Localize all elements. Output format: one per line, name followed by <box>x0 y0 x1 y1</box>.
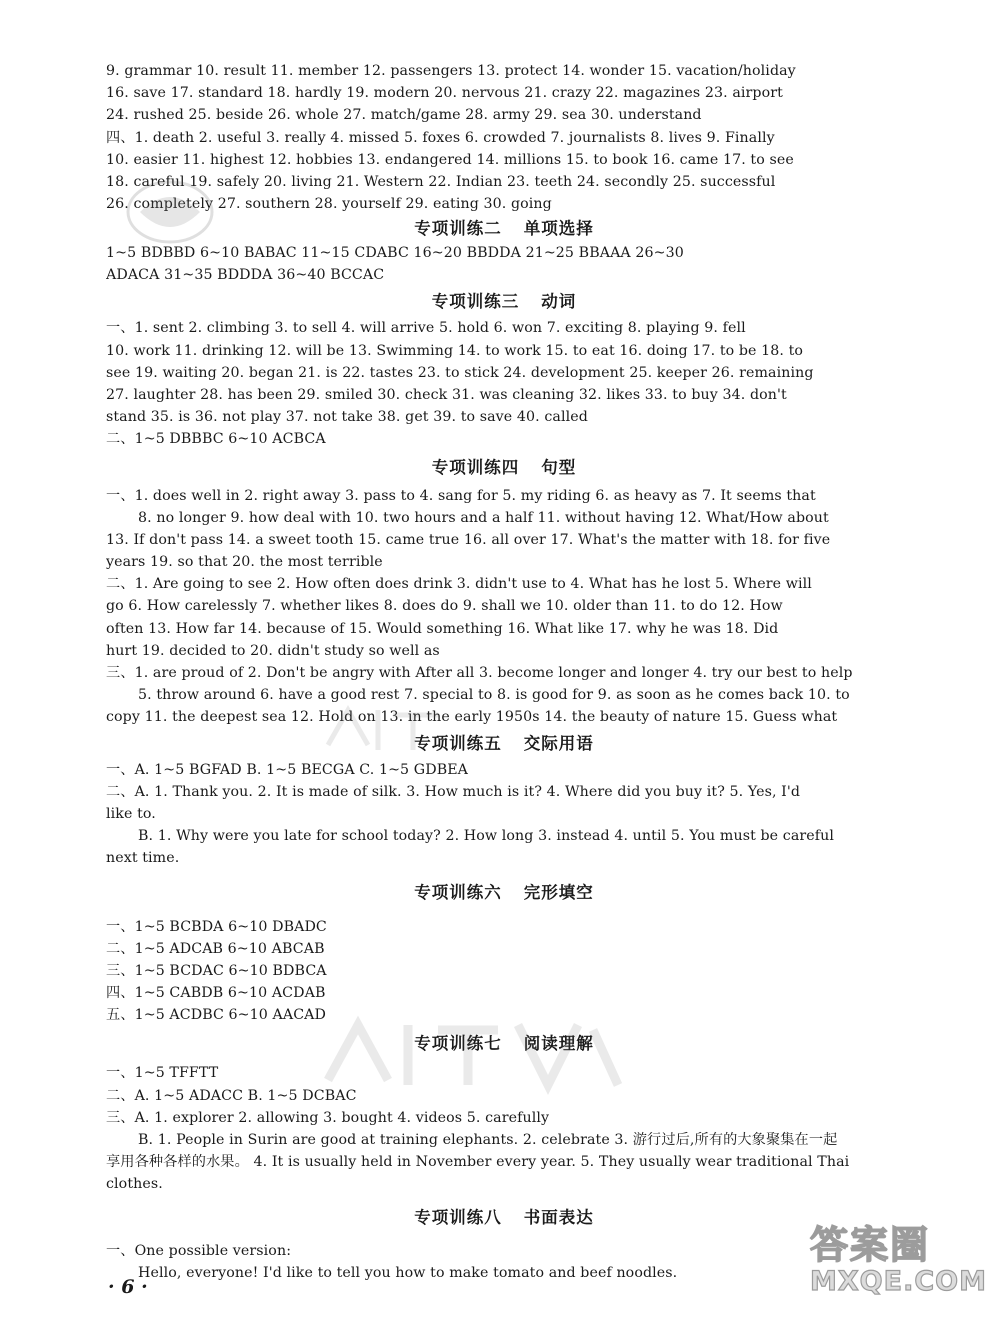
text-line: hurt 19. decided to 20. didn't study so well as <box>106 642 440 659</box>
watermark-stamp-icon <box>110 172 240 272</box>
text-line: 二、A. 1~5 ADACC B. 1~5 DCBAC <box>106 1087 357 1104</box>
text-line: B. 1. People in Surin are good at training elephants. 2. celebrate 3. 游行过后,所有的大象聚集在一起 <box>138 1132 838 1148</box>
heading-title: 专项训练三 <box>431 292 520 312</box>
text-line: see 19. waiting 20. began 21. is 22. tastes 23. to stick 24. development 25. keeper 26. remaining <box>106 364 814 381</box>
text-line: 四、1. death 2. useful 3. really 4. missed 5. foxes 6. crowded 7. journalists 8. lives 9. Finally <box>106 129 775 146</box>
text-line: 一、1~5 TFFTT <box>106 1065 219 1082</box>
text-line: Hello, everyone! I'd like to tell you how to make tomato and beef noodles. <box>138 1264 678 1281</box>
text-line: 五、1~5 ACDBC 6~10 AACAD <box>106 1007 327 1024</box>
text-line: clothes. <box>106 1176 163 1193</box>
text-line: 9. grammar 10. result 11. member 12. passengers 13. protect 14. wonder 15. vacation/holiday <box>106 63 796 79</box>
heading-topic: 句型 <box>541 457 577 477</box>
watermark-icon <box>308 1010 628 1100</box>
text-line: 二、1. Are going to see 2. How often does drink 3. didn't use to 4. What has he lost 5. Where will <box>106 576 812 593</box>
heading-topic: 完形填空 <box>523 882 594 902</box>
logo-domain: MXQE.COM <box>810 1266 987 1297</box>
site-logo <box>800 1214 990 1310</box>
text-line: 18. careful 19. safely 20. living 21. Western 22. Indian 23. teeth 24. secondly 25. successful <box>106 173 776 190</box>
text-line: 16. save 17. standard 18. hardly 19. modern 20. nervous 21. crazy 22. magazines 23. airport <box>106 85 783 102</box>
text-line: 8. no longer 9. how deal with 10. two hours and a half 11. without having 12. What/How about <box>138 509 829 526</box>
text-line: ADACA 31~35 BDDDA 36~40 BCCAC <box>106 267 385 284</box>
text-line: 一、1~5 BCBDA 6~10 DBADC <box>106 918 327 935</box>
text-line: years 19. so that 20. the most terrible <box>106 554 383 571</box>
text-line: like to. <box>106 805 156 822</box>
text-line: 27. laughter 28. has been 29. smiled 30. check 31. was cleaning 32. likes 33. to buy 34. don't <box>106 386 787 403</box>
text-line: 10. work 11. drinking 12. will be 13. Swimming 14. to work 15. to eat 16. doing 17. to be 18. to <box>106 342 804 359</box>
section-heading <box>106 1196 902 1240</box>
text-line: 一、One possible version: <box>106 1242 292 1259</box>
text-line: 三、1. are proud of 2. Don't be angry with After all 3. become longer and longer 4. try our best to help <box>106 665 853 681</box>
section-heading <box>106 286 902 317</box>
text-line: 享用各种各样的水果。 4. It is usually held in November every year. 5. They usually wear traditional Thai <box>106 1154 850 1171</box>
text-line: often 13. How far 14. because of 15. Would something 16. What like 17. why he was 18. Did <box>106 620 779 637</box>
text-line: 1~5 BDBBD 6~10 BABAC 11~15 CDABC 16~20 BBDDA 21~25 BBAAA 26~30 <box>106 245 684 261</box>
heading-title: 专项训练四 <box>431 457 520 477</box>
text-line: 三、A. 1. explorer 2. allowing 3. bought 4. videos 5. carefully <box>106 1109 550 1126</box>
text-line: 二、A. 1. Thank you. 2. It is made of silk. 3. How much is it? 4. Where did you buy it? 5. Yes, I'd <box>106 783 801 800</box>
text-line: 24. rushed 25. beside 26. whole 27. match/game 28. army 29. sea 30. understand <box>106 107 702 124</box>
text-line: 二、1~5 DBBBC 6~10 ACBCA <box>106 431 326 448</box>
text-line: 5. throw around 6. have a good rest 7. special to 8. is good for 9. as soon as he comes back 10. to <box>138 687 850 704</box>
text-line: go 6. How carelessly 7. whether likes 8. does do 9. shall we 10. older than 11. to do 12. How <box>106 598 783 615</box>
text-line: copy 11. the deepest sea 12. Hold on 13. in the early 1950s 14. the beauty of nature 15. Guess what <box>106 709 838 726</box>
heading-topic: 书面表达 <box>523 1207 594 1227</box>
heading-title: 专项训练五 <box>414 733 502 753</box>
section-heading <box>106 729 902 759</box>
heading-topic: 单项选择 <box>523 219 594 238</box>
logo-brand: 答案圈 <box>810 1223 931 1267</box>
text-line: next time. <box>106 850 180 867</box>
page-number: · 6 · <box>108 1276 148 1298</box>
heading-topic: 阅读理解 <box>523 1034 594 1054</box>
text-line: 一、1. does well in 2. right away 3. pass to 4. sang for 5. my riding 6. as heavy as 7. It seems that <box>106 487 816 504</box>
text-line: 10. easier 11. highest 12. hobbies 13. endangered 14. millions 15. to book 16. came 17. to see <box>106 151 794 168</box>
watermark-icon <box>318 700 448 760</box>
heading-topic: 交际用语 <box>523 733 594 753</box>
heading-title: 专项训练八 <box>414 1207 502 1227</box>
heading-title: 专项训练六 <box>414 882 502 902</box>
text-line: 三、1~5 BCDAC 6~10 BDBCA <box>106 962 327 979</box>
text-line: 26. completely 27. southern 28. yourself 29. eating 30. going <box>106 196 552 213</box>
heading-title: 专项训练七 <box>414 1034 502 1054</box>
text-line: stand 35. is 36. not play 37. not take 38. get 39. to save 40. called <box>106 409 588 426</box>
text-line: 四、1~5 CABDB 6~10 ACDAB <box>106 985 326 1002</box>
section-heading <box>106 451 902 485</box>
text-line: 一、1. sent 2. climbing 3. to sell 4. will arrive 5. hold 6. won 7. exciting 8. playing 9. fell <box>106 320 746 337</box>
text-line: B. 1. Why were you late for school today? 2. How long 3. instead 4. until 5. You must be careful <box>138 828 834 845</box>
section-heading <box>106 870 902 916</box>
text-line: 一、A. 1~5 BGFAD B. 1~5 BECGA C. 1~5 GDBEA <box>106 761 469 778</box>
heading-topic: 动词 <box>541 292 577 312</box>
heading-title: 专项训练二 <box>414 219 502 238</box>
text-line: 二、1~5 ADCAB 6~10 ABCAB <box>106 940 325 957</box>
text-line: 13. If don't pass 14. a sweet tooth 15. came true 16. all over 17. What's the matter with 18. for five <box>106 531 831 548</box>
